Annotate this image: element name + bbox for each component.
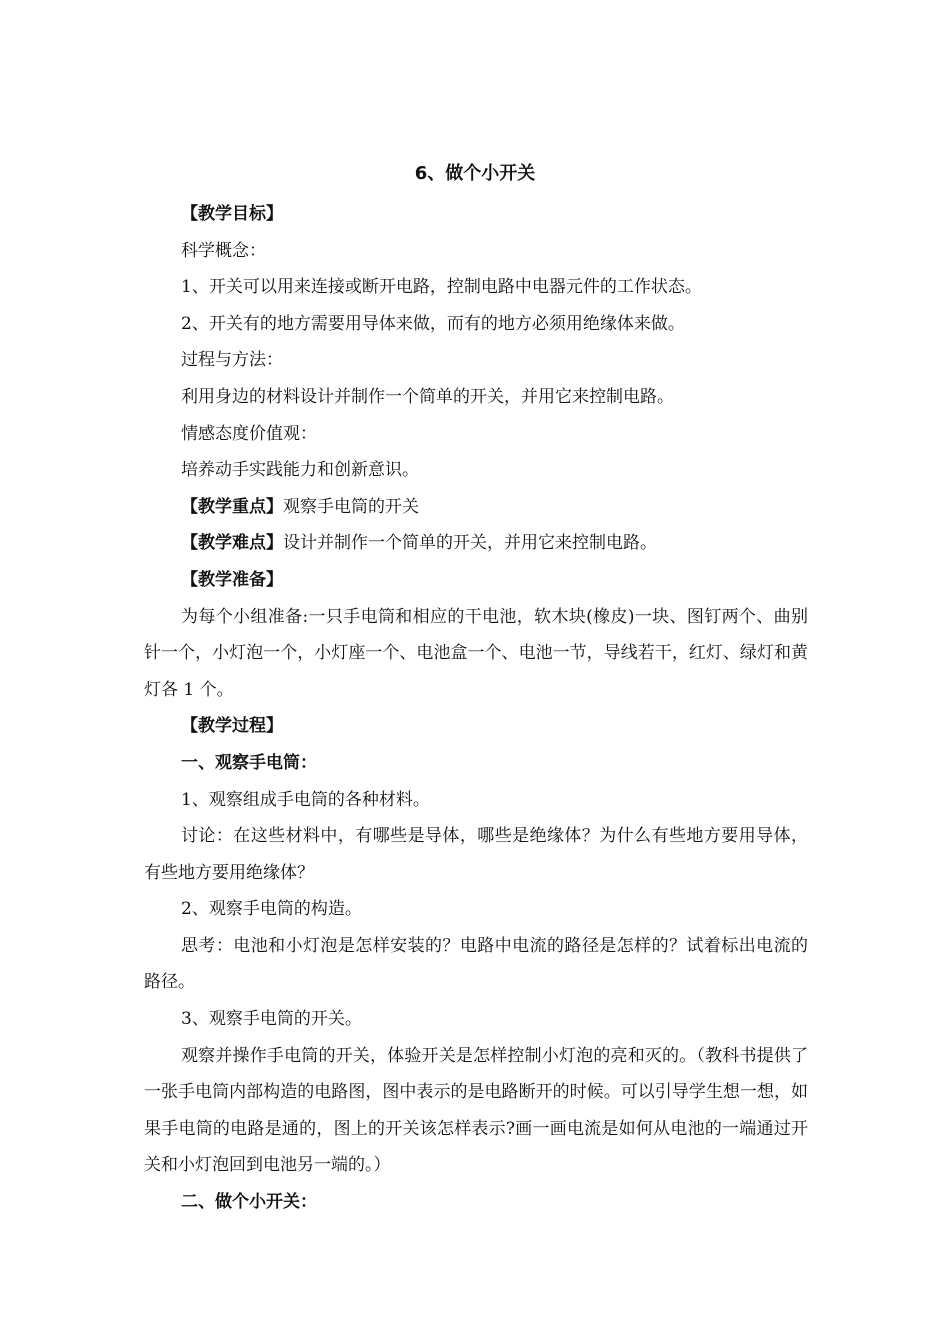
- step1-text: 1、观察组成手电筒的各种材料。: [181, 789, 430, 810]
- key-point-text: 观察手电筒的开关: [283, 496, 419, 517]
- process-method-text: 利用身边的材料设计并制作一个简单的开关，并用它来控制电路。: [181, 386, 674, 407]
- observe-paragraph: 观察并操作手电筒的开关，体验开关是怎样控制小灯泡的亮和灭的。（教科书提供了一张手电筒内部构造的电路图，图中表示的是电路断开的时候。可以引导学生想一想，如果手电筒的电路是通的，图上的开关该怎样表示?画一画电流是如何从电池的一端通过开关和小灯泡回到电池另一端的。）: [144, 1045, 808, 1176]
- document-title: 6、做个小开关: [414, 163, 536, 184]
- prep-heading: 【教学准备】: [181, 569, 283, 590]
- key-point-line: [144, 489, 808, 526]
- process-heading: 【教学过程】: [181, 716, 283, 737]
- emotion-text: 培养动手实践能力和创新意识。: [181, 460, 419, 481]
- step3-text: 3、观察手电筒的开关。: [181, 1009, 362, 1030]
- concept-item-1: 1、开关可以用来连接或断开电路，控制电路中电器元件的工作状态。: [181, 277, 702, 298]
- difficulty-line: [144, 525, 808, 562]
- emotion-label: 情感态度价值观：: [181, 423, 317, 444]
- process-method-label: 过程与方法：: [181, 350, 283, 371]
- discuss-paragraph: 讨论：在这些材料中，有哪些是导体，哪些是绝缘体？为什么有些地方要用导体，有些地方要用绝缘体？: [144, 826, 808, 883]
- goal-heading: 【教学目标】: [181, 204, 283, 224]
- document-body: [144, 196, 808, 1221]
- difficulty-text: 设计并制作一个简单的开关，并用它来控制电路。: [283, 533, 657, 554]
- part2-heading: 二、做个小开关：: [181, 1192, 317, 1213]
- think-paragraph: 思考：电池和小灯泡是怎样安装的？电路中电流的路径是怎样的？试着标出电流的路径。: [144, 935, 808, 993]
- key-point-label: 【教学重点】: [181, 496, 283, 517]
- prep-paragraph: 为每个小组准备:一只手电筒和相应的干电池，软木块(橡皮)一块、图钉两个、曲别针一个，小灯泡一个，小灯座一个、电池盒一个、电池一节，导线若干，红灯、绿灯和黄灯各 1 个。: [144, 606, 808, 700]
- concept-label: 科学概念：: [181, 240, 266, 261]
- part1-heading: 一、观察手电筒：: [181, 752, 317, 773]
- step2-text: 2、观察手电筒的构造。: [181, 899, 362, 920]
- concept-item-2: 2、开关有的地方需要用导体来做，而有的地方必须用绝缘体来做。: [181, 313, 685, 334]
- difficulty-label: 【教学难点】: [181, 533, 283, 554]
